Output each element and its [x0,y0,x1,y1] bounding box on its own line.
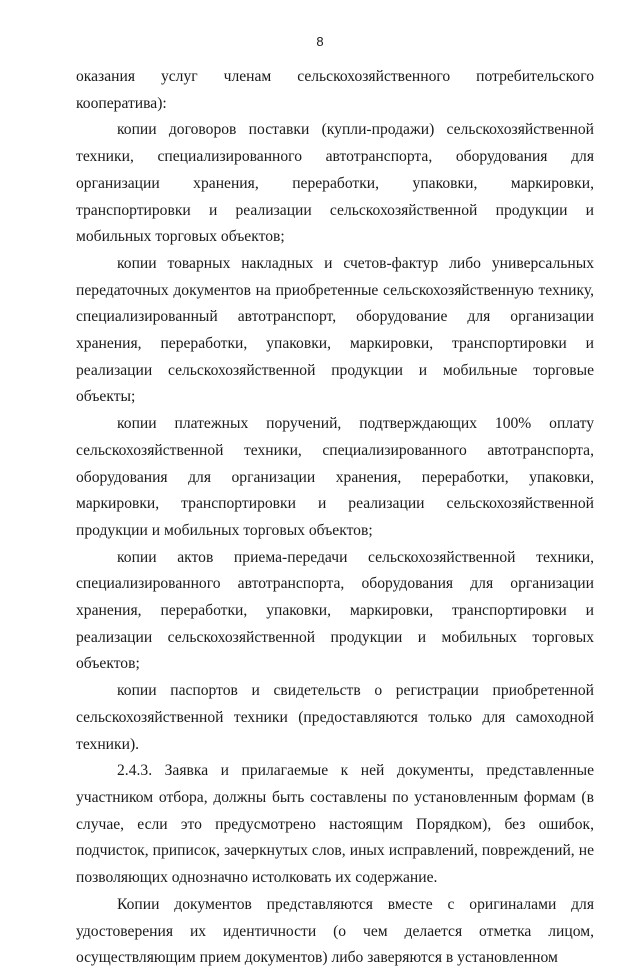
paragraph-invoices: копии товарных накладных и счетов-фактур либо универсальных передаточных документов на приобретенные сельскохозяйственную технику, специализированный автотранспорт, оборудование для организации хранения, переработки, упаковки, маркировки, транспортировки и реализации сельскохозяйственной продукции и мобильные торговые объекты; [76,254,594,406]
paragraph-section-2-4-3: 2.4.3. Заявка и прилагаемые к ней документы, представленные участником отбора, должны быть составлены по установленным формам (в случае, если это предусмотрено настоящим Порядком), без ошибок, подчисток, приписок, зачеркнутых слов, иных исправлений, повреждений, не позволяющих однозначно истолковать их содержание. [76,762,594,887]
paragraph-passports: копии паспортов и свидетельств о регистрации приобретенной сельскохозяйственной техники (предоставляются только для самоходной техники). [76,682,594,753]
paragraph-continuation: оказания услуг членам сельскохозяйственного потребительского кооператива): [76,68,594,112]
page-number: 8 [316,34,324,49]
document-body [76,64,594,972]
paragraph-transfer-acts: копии актов приема-передачи сельскохозяйственной техники, специализированного автотранспорта, оборудования для организации хранения, переработки, упаковки, маркировки, транспортировки и реализации сельскохозяйственной продукции и мобильных торговых объектов; [76,548,594,673]
paragraph-supply-contracts: копии договоров поставки (купли-продажи) сельскохозяйственной техники, специализированного автотранспорта, оборудования для организации хранения, переработки, упаковки, маркировки, транспортировки и реализации сельскохозяйственной продукции и мобильных торговых объектов; [76,121,594,246]
paragraph-copies: Копии документов представляются вместе с оригиналами для удостоверения их идентичности (о чем делается отметка лицом, осуществляющим прием документов) либо заверяются в установленном [76,895,594,967]
paragraph-payment-orders: копии платежных поручений, подтверждающих 100% оплату сельскохозяйственной техники, специализированного автотранспорта, оборудования для организации хранения, переработки, упаковки, маркировки, транспортировки и реализации сельскохозяйственной продукции и мобильных торговых объектов; [76,415,594,539]
